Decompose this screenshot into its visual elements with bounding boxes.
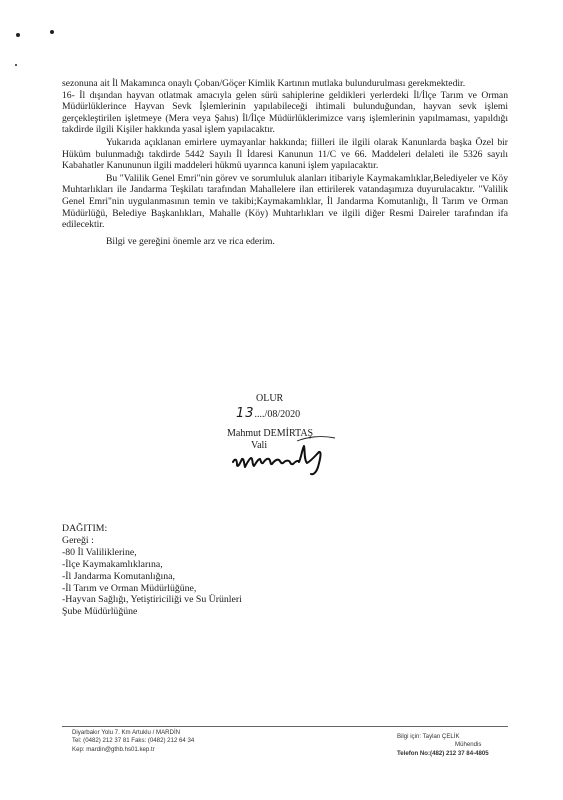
body-text	[62, 78, 508, 247]
distribution-heading: DAĞITIM:	[62, 523, 108, 534]
paragraph-5: Bilgi ve gereğini önemle arz ve rica ederim.	[106, 235, 275, 247]
distribution-item: -İl Jandarma Komutanlığına,	[62, 570, 175, 582]
approval-olur: OLUR	[256, 393, 284, 404]
footer-kep: Kep: mardin@gthb.hs01.kep.tr	[72, 745, 155, 753]
footer-contact	[72, 729, 194, 754]
paragraph-1: sezonuna ait İl Makamınca onaylı Çoban/Göçer Kimlik Kartının mutlaka bulundurulması gerekmektedir.	[62, 78, 466, 89]
distribution-block	[62, 523, 242, 618]
distribution-item: -İlçe Kaymakamlıklarına,	[62, 558, 163, 570]
approval-date	[236, 406, 300, 421]
handwritten-signature	[225, 430, 340, 482]
footer-phone-fax: Tel: (0482) 212 37 81 Faks: (0482) 212 64 34	[72, 737, 195, 745]
footer-info	[397, 733, 489, 758]
distribution-item: -80 İl Valiliklerine,	[62, 546, 137, 558]
scan-mark	[50, 30, 54, 34]
distribution-item: -İl Tarım ve Orman Müdürlüğüne,	[62, 582, 197, 594]
paragraph-2: 16- İl dışından hayvan otlatmak amacıyla gelen sürü sahiplerine geldikleri yerlerdeki İl/İlçe Tarım ve Orman Müdürlüklerince Hayvan Sevk İşlemlerinin yapılabileceği ihtimali bulunduğundan, hayvan sevk işlemi gerçekleştirilen işletmeye (Mera veya Şahıs) İl/İlçe Müdürlüklerimizce varış işlemlerinin yapılmaması, yapıldığı takdirde ilgili Kişiler hakkında yasal işlem yapılacaktır.	[62, 89, 508, 136]
scan-mark	[16, 33, 20, 37]
distribution-item: Şube Müdürlüğüne	[62, 606, 138, 618]
footer-info-role: Mühendis	[455, 741, 482, 749]
scan-mark	[15, 64, 17, 66]
footer-address: Diyarbakır Yolu 7. Km Artuklu / MARDİN	[72, 729, 181, 736]
footer-info-person: Bilgi için: Taylan ÇELİK	[397, 733, 460, 740]
date-rest: ..../08/2020	[254, 409, 301, 420]
footer-info-tel: Telefon No:(482) 212 37 84-4805	[397, 749, 489, 757]
distribution-gerei: Gereği :	[62, 534, 94, 546]
paragraph-3: Yukarıda açıklanan emirlere uymayanlar hakkında; fiilleri ile ilgili olarak Kanunlarda başka Özel bir Hüküm bulunmadığı takdirde 5442 Sayılı İl İdaresi Kanunun 11/C ve 66. Maddeleri delaleti ile 5326 sayılı Kabahatler Kanununun ilgili maddeleri hükmü uyarınca kanuni işlem yapılacaktır.	[62, 136, 508, 172]
date-day-handwritten: 13	[236, 406, 255, 421]
signatory-title: Vali	[251, 440, 268, 451]
paragraph-4: Bu "Valilik Genel Emri"nin görev ve sorumluluk alanları itibariyle Kaymakamlıklar,Belediyeler ve Köy Muhtarlıkları ile Jandarma Teşkilatı tarafından Mahallelere ilan ettirilerek vatandaşımıza duyurulacaktır. "Valilik Genel Emri"nin uygulanmasının temin ve takibi;Kaymakamlıklar, İl Jandarma Komutanlığı, İl Tarım ve Orman Müdürlüğü, Belediye Başkanlıkları, Mahalle (Köy) Muhtarlıkları ve ilgili diğer Resmi Daireler tarafından ifa edilecektir.	[62, 172, 508, 231]
signatory-name: Mahmut DEMİRTAŞ	[227, 428, 314, 439]
footer-divider	[62, 726, 508, 727]
distribution-item: -Hayvan Sağlığı, Yetiştiriciliği ve Su Ürünleri	[62, 594, 242, 606]
